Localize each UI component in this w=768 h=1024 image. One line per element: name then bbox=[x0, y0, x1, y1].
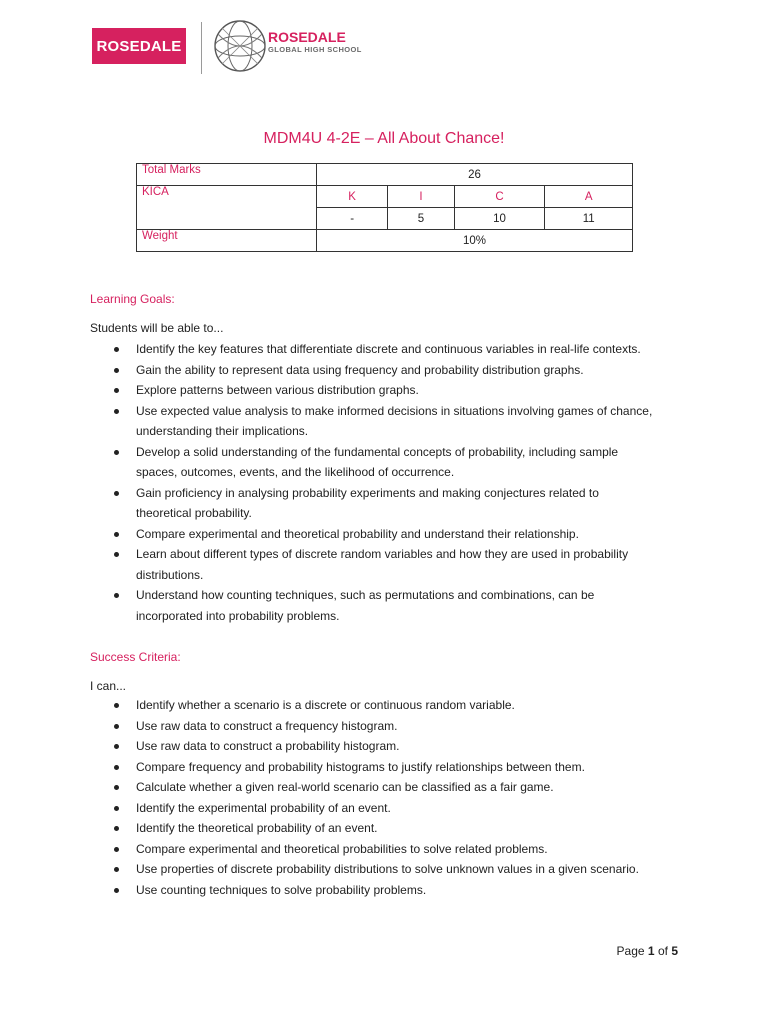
list-item-text: Gain the ability to represent data using frequency and probability distribution graphs. bbox=[136, 362, 584, 377]
bullet-icon bbox=[114, 552, 119, 557]
list-item bbox=[90, 736, 680, 757]
weight-value: 10% bbox=[317, 230, 633, 252]
list-item-text: Learn about different types of discrete random variables and how they are used in probability bbox=[136, 547, 629, 561]
bullet-icon bbox=[114, 388, 119, 393]
weight-label: Weight bbox=[137, 230, 317, 252]
learning-goals-list bbox=[90, 339, 680, 626]
bullet-icon bbox=[114, 785, 119, 790]
globe-icon bbox=[212, 18, 268, 74]
kica-value-k: - bbox=[317, 208, 388, 230]
list-item-text: Use counting techniques to solve probability problems. bbox=[136, 882, 427, 897]
bullet-icon bbox=[114, 724, 119, 729]
kica-header-a: A bbox=[545, 186, 633, 208]
rosedale-logo-box: ROSEDALE bbox=[92, 28, 186, 64]
bullet-icon bbox=[114, 409, 119, 414]
list-item-text: spaces, outcomes, events, and the likelihood of occurrence. bbox=[136, 465, 455, 479]
bullet-icon bbox=[114, 888, 119, 893]
list-item bbox=[90, 880, 680, 901]
total-marks-value: 26 bbox=[317, 164, 633, 186]
page-word: Page bbox=[616, 944, 645, 958]
school-subtitle: GLOBAL HIGH SCHOOL bbox=[268, 45, 362, 54]
success-criteria-list bbox=[90, 695, 680, 900]
list-item-text: Develop a solid understanding of the fundamental concepts of probability, including sample bbox=[136, 444, 619, 459]
list-item-text: Explore patterns between various distribution graphs. bbox=[136, 383, 419, 397]
list-item-text: Gain proficiency in analysing probability experiments and making conjectures related to bbox=[136, 485, 599, 500]
list-item-text: Use expected value analysis to make informed decisions in situations involving games of chance, bbox=[136, 403, 653, 418]
bullet-icon bbox=[114, 593, 119, 598]
list-item bbox=[90, 483, 680, 524]
kica-value-c: 10 bbox=[454, 208, 545, 230]
bullet-icon bbox=[114, 765, 119, 770]
kica-value-i: 5 bbox=[388, 208, 454, 230]
list-item bbox=[90, 859, 680, 880]
list-item bbox=[90, 798, 680, 819]
list-item bbox=[90, 585, 680, 626]
bullet-icon bbox=[114, 491, 119, 496]
total-marks-label: Total Marks bbox=[137, 164, 317, 186]
bullet-icon bbox=[114, 703, 119, 708]
page-number bbox=[617, 944, 678, 958]
list-item bbox=[90, 818, 680, 839]
list-item-text: Calculate whether a given real-world scenario can be classified as a fair game. bbox=[136, 780, 554, 794]
list-item bbox=[90, 716, 680, 737]
bullet-icon bbox=[114, 826, 119, 831]
current-page: 1 bbox=[647, 944, 655, 958]
list-item bbox=[90, 695, 680, 716]
logo-divider bbox=[201, 22, 202, 74]
kica-value-a: 11 bbox=[545, 208, 633, 230]
list-item-text: theoretical probability. bbox=[136, 506, 252, 520]
list-item-text: incorporated into probability problems. bbox=[136, 608, 340, 623]
table-row bbox=[137, 230, 633, 252]
kica-header-c: C bbox=[454, 186, 545, 208]
list-item bbox=[90, 544, 680, 585]
bullet-icon bbox=[114, 347, 119, 352]
success-criteria-heading: Success Criteria: bbox=[90, 650, 181, 664]
list-item-text: Identify whether a scenario is a discrete or continuous random variable. bbox=[136, 698, 515, 712]
kica-header-i: I bbox=[388, 186, 454, 208]
list-item-text: Compare frequency and probability histograms to justify relationships between them. bbox=[136, 759, 585, 774]
bullet-icon bbox=[114, 806, 119, 811]
marks-table bbox=[136, 163, 633, 252]
list-item bbox=[90, 339, 680, 360]
list-item bbox=[90, 839, 680, 860]
page-title: MDM4U 4-2E – All About Chance! bbox=[263, 130, 505, 147]
list-item-text: Use raw data to construct a frequency histogram. bbox=[136, 718, 398, 733]
list-item-text: Use properties of discrete probability distributions to solve unknown values in a given scenario. bbox=[136, 862, 639, 876]
total-pages: 5 bbox=[671, 944, 678, 958]
bullet-icon bbox=[114, 867, 119, 872]
list-item-text: Identify the theoretical probability of an event. bbox=[136, 821, 378, 835]
list-item-text: Identify the experimental probability of an event. bbox=[136, 800, 391, 815]
list-item-text: understanding their implications. bbox=[136, 424, 309, 438]
bullet-icon bbox=[114, 450, 119, 455]
list-item-text: distributions. bbox=[136, 567, 204, 582]
list-item bbox=[90, 380, 680, 401]
list-item bbox=[90, 442, 680, 483]
list-item bbox=[90, 401, 680, 442]
of-word: of bbox=[657, 944, 668, 958]
list-item-text: Identify the key features that differentiate discrete and continuous variables in real-life contexts. bbox=[136, 342, 641, 356]
bullet-icon bbox=[114, 532, 119, 537]
school-name: ROSEDALE bbox=[268, 29, 346, 45]
table-row bbox=[137, 164, 633, 186]
learning-goals-intro: Students will be able to... bbox=[90, 321, 224, 335]
list-item-text: Understand how counting techniques, such as permutations and combinations, can be bbox=[136, 588, 595, 602]
list-item-text: Use raw data to construct a probability histogram. bbox=[136, 739, 400, 753]
learning-goals-heading: Learning Goals: bbox=[90, 292, 175, 306]
list-item bbox=[90, 757, 680, 778]
list-item-text: Compare experimental and theoretical probabilities to solve related problems. bbox=[136, 841, 548, 856]
bullet-icon bbox=[114, 368, 119, 373]
bullet-icon bbox=[114, 744, 119, 749]
school-header bbox=[92, 18, 412, 74]
table-row bbox=[137, 186, 633, 208]
list-item-text: Compare experimental and theoretical probability and understand their relationship. bbox=[136, 526, 579, 541]
bullet-icon bbox=[114, 847, 119, 852]
success-criteria-intro: I can... bbox=[90, 679, 127, 693]
kica-label: KICA bbox=[137, 186, 317, 230]
list-item bbox=[90, 777, 680, 798]
list-item bbox=[90, 524, 680, 545]
kica-header-k: K bbox=[317, 186, 388, 208]
list-item bbox=[90, 360, 680, 381]
